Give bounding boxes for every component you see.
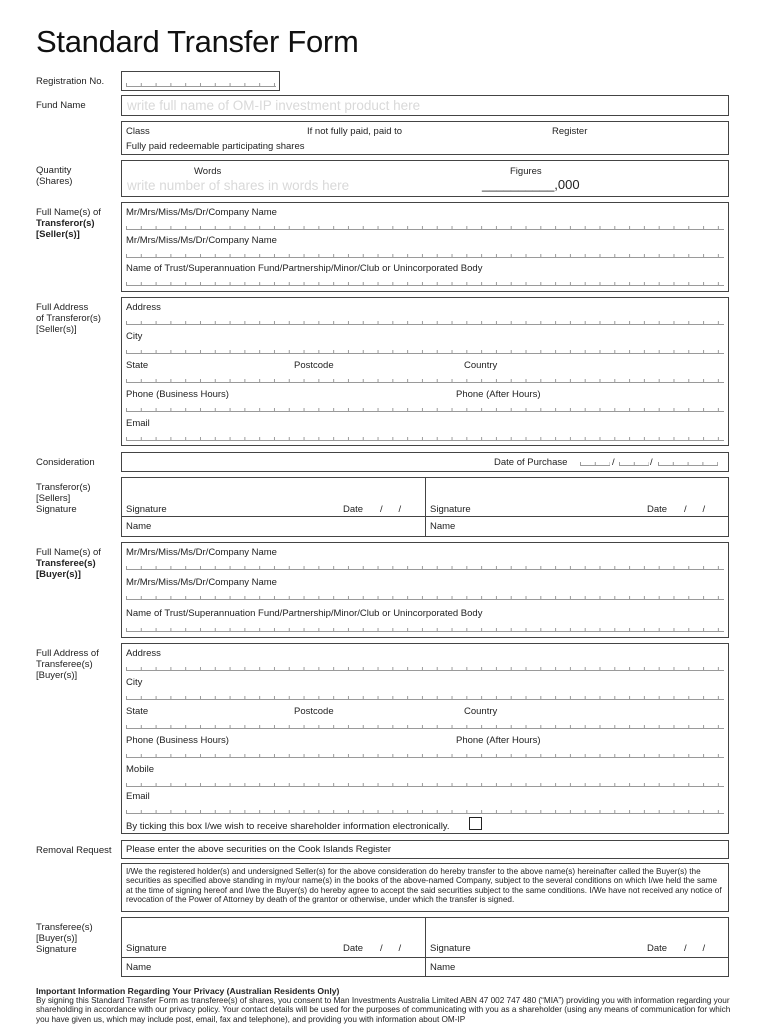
seller-phone-ah-label: Phone (After Hours)	[456, 389, 541, 400]
buyer-phone-field[interactable]	[126, 748, 724, 758]
buyer-trust-label: Name of Trust/Superannuation Fund/Partnership/Minor/Club or Unincorporated Body	[126, 608, 483, 619]
seller-name-1-field[interactable]	[126, 220, 724, 230]
seller-phone-bh-label: Phone (Business Hours)	[126, 389, 229, 400]
purchase-day-field[interactable]	[580, 456, 610, 466]
quantity-figures[interactable]: __________,000	[482, 177, 580, 192]
seller-address-label: Full Address of Transferor(s) [Seller(s)]	[36, 302, 101, 335]
seller-email-label: Email	[126, 418, 150, 429]
buyer-name-label-b1: Transferee(s)	[36, 558, 96, 569]
paid-to-label: If not fully paid, paid to	[307, 126, 403, 137]
buyer-name-2-label: Mr/Mrs/Miss/Ms/Dr/Company Name	[126, 577, 277, 588]
seller-signature-box	[121, 477, 729, 537]
buyer-sig-1-label: Signature	[126, 943, 167, 954]
buyer-name-label-pre: Full Name(s) of	[36, 547, 101, 558]
buyer-signature-box	[121, 917, 729, 977]
buyer-country-label: Country	[464, 706, 498, 717]
quantity-words-placeholder: write number of shares in words here	[127, 178, 350, 193]
buyer-signature-divider	[425, 918, 426, 976]
buyer-name-1-field[interactable]	[126, 560, 724, 570]
purchase-month-field[interactable]	[619, 456, 649, 466]
buyer-email-field[interactable]	[126, 804, 724, 814]
buyer-state-label: State	[126, 706, 149, 717]
buyer-phone-ah-label: Phone (After Hours)	[456, 735, 541, 746]
seller-city-field[interactable]	[126, 344, 724, 354]
buyer-mobile-field[interactable]	[126, 777, 724, 787]
seller-state-postcode-country-field[interactable]	[126, 373, 724, 383]
buyer-address-field[interactable]	[126, 661, 724, 671]
seller-signature-hline	[122, 516, 728, 517]
seller-address-line-label: Address	[126, 302, 161, 313]
buyer-name-label-b2: [Buyer(s)]	[36, 569, 81, 580]
buyer-sig-1-date-slashes[interactable]: / /	[380, 943, 402, 954]
purchase-slash-1: /	[612, 457, 615, 468]
quantity-box[interactable]	[121, 160, 729, 197]
buyer-state-postcode-country-field[interactable]	[126, 719, 724, 729]
seller-signature-label: Transferor(s) [Sellers] Signature	[36, 482, 91, 515]
seller-sig-2-date-label: Date	[647, 504, 668, 515]
seller-sig-2-label: Signature	[430, 504, 471, 515]
buyer-trust-field[interactable]	[126, 622, 724, 632]
seller-email-field[interactable]	[126, 431, 724, 441]
consideration-field[interactable]	[121, 452, 729, 472]
seller-name-label-pre: Full Name(s) of	[36, 207, 101, 218]
seller-trust-label: Name of Trust/Superannuation Fund/Partnership/Minor/Club or Unincorporated Body	[126, 263, 483, 274]
consideration-label: Consideration	[36, 457, 95, 468]
seller-name-2-field[interactable]	[126, 248, 724, 258]
class-value: Fully paid redeemable participating shares	[126, 141, 305, 152]
seller-sig-2-name-label: Name	[430, 521, 456, 532]
electronic-consent-label: By ticking this box I/we wish to receive shareholder information electronically.	[126, 821, 450, 832]
seller-address-box	[121, 297, 729, 446]
buyer-city-field[interactable]	[126, 690, 724, 700]
buyer-address-box	[121, 643, 729, 834]
privacy-heading: Important Information Regarding Your Privacy (Australian Residents Only)	[36, 986, 340, 996]
seller-name-2-label: Mr/Mrs/Miss/Ms/Dr/Company Name	[126, 235, 277, 246]
buyer-sig-2-date-label: Date	[647, 943, 668, 954]
seller-postcode-label: Postcode	[294, 360, 334, 371]
fund-class-box	[121, 121, 729, 155]
seller-city-label: City	[126, 331, 143, 342]
purchase-slash-2: /	[650, 457, 653, 468]
seller-sig-1-name-label: Name	[126, 521, 152, 532]
seller-signature-divider	[425, 478, 426, 536]
registration-field[interactable]	[121, 71, 280, 91]
buyer-sig-1-date-label: Date	[343, 943, 364, 954]
buyer-city-label: City	[126, 677, 143, 688]
seller-country-label: Country	[464, 360, 498, 371]
seller-state-label: State	[126, 360, 149, 371]
quantity-label: Quantity (Shares)	[36, 165, 73, 187]
seller-name-box	[121, 202, 729, 292]
figures-label: Figures	[510, 166, 542, 177]
fund-name-field[interactable]	[121, 95, 729, 116]
buyer-address-line-label: Address	[126, 648, 161, 659]
seller-name-label-b1: Transferor(s)	[36, 218, 95, 229]
buyer-sig-1-name-label: Name	[126, 962, 152, 973]
buyer-sig-2-date-slashes[interactable]: / /	[684, 943, 706, 954]
seller-sig-2-date-slashes[interactable]: / /	[684, 504, 706, 515]
registration-label: Registration No.	[36, 76, 105, 87]
seller-name-label-b2: [Seller(s)]	[36, 229, 80, 240]
seller-address-field[interactable]	[126, 315, 724, 325]
seller-sig-1-date-label: Date	[343, 504, 364, 515]
seller-phone-field[interactable]	[126, 402, 724, 412]
class-label: Class	[126, 126, 150, 137]
seller-trust-field[interactable]	[126, 276, 724, 286]
buyer-address-label: Full Address of Transferee(s) [Buyer(s)]	[36, 648, 99, 681]
register-label: Register	[552, 126, 588, 137]
fund-name-placeholder: write full name of OM-IP investment product here	[127, 98, 421, 113]
seller-sig-1-label: Signature	[126, 504, 167, 515]
buyer-name-2-field[interactable]	[126, 590, 724, 600]
buyer-name-box	[121, 542, 729, 638]
buyer-sig-2-label: Signature	[430, 943, 471, 954]
seller-name-label	[36, 207, 121, 240]
removal-request-box	[121, 840, 729, 859]
purchase-year-field[interactable]	[658, 456, 718, 466]
buyer-email-label: Email	[126, 791, 150, 802]
buyer-name-label	[36, 547, 121, 580]
declaration-box	[121, 863, 729, 912]
declaration-text: I/We the registered holder(s) and undersigned Seller(s) for the above consideration do hereby transfer to the above name(s) hereinafter called the Buyer(s) the securities as specified above standing in my/our name(s) in the books of the above-named Company, subject to the several conditions on which I/we held the same at the time of signing hereof and I/we the Buyer(s) do hereby agree to accept the said securities subject to the same conditions. I/We have not received any notice of revocation of the Power of Attorney by death of the grantor or otherwise, under which the transfer is signed.	[126, 867, 722, 905]
removal-request-label: Removal Request	[36, 845, 112, 856]
privacy-body: By signing this Standard Transfer Form as transferee(s) of shares, you consent to Man Investments Australia Limited ABN 47 002 747 480 (“MIA”) providing you with information regarding your shareholding in accordance with our privacy policy. Your contact details will be used for the purposes of communicating with you as a shareholder (using any means of communication for which you have given us, which may include post, email, fax and telephone), and providing you with information about OM-IP	[36, 996, 731, 1024]
buyer-name-1-label: Mr/Mrs/Miss/Ms/Dr/Company Name	[126, 547, 277, 558]
buyer-sig-2-name-label: Name	[430, 962, 456, 973]
seller-sig-1-date-slashes[interactable]: / /	[380, 504, 402, 515]
buyer-mobile-label: Mobile	[126, 764, 154, 775]
seller-name-1-label: Mr/Mrs/Miss/Ms/Dr/Company Name	[126, 207, 277, 218]
date-of-purchase-label: Date of Purchase	[494, 457, 568, 468]
removal-request-text: Please enter the above securities on the Cook Islands Register	[126, 844, 392, 855]
buyer-signature-hline	[122, 957, 728, 958]
fund-name-label: Fund Name	[36, 100, 86, 111]
buyer-postcode-label: Postcode	[294, 706, 334, 717]
buyer-phone-bh-label: Phone (Business Hours)	[126, 735, 229, 746]
buyer-signature-label: Transferee(s) [Buyer(s)] Signature	[36, 922, 93, 955]
words-label: Words	[194, 166, 222, 177]
page-title: Standard Transfer Form	[36, 24, 359, 59]
electronic-consent-checkbox[interactable]	[469, 817, 482, 830]
registration-combs	[126, 77, 276, 87]
